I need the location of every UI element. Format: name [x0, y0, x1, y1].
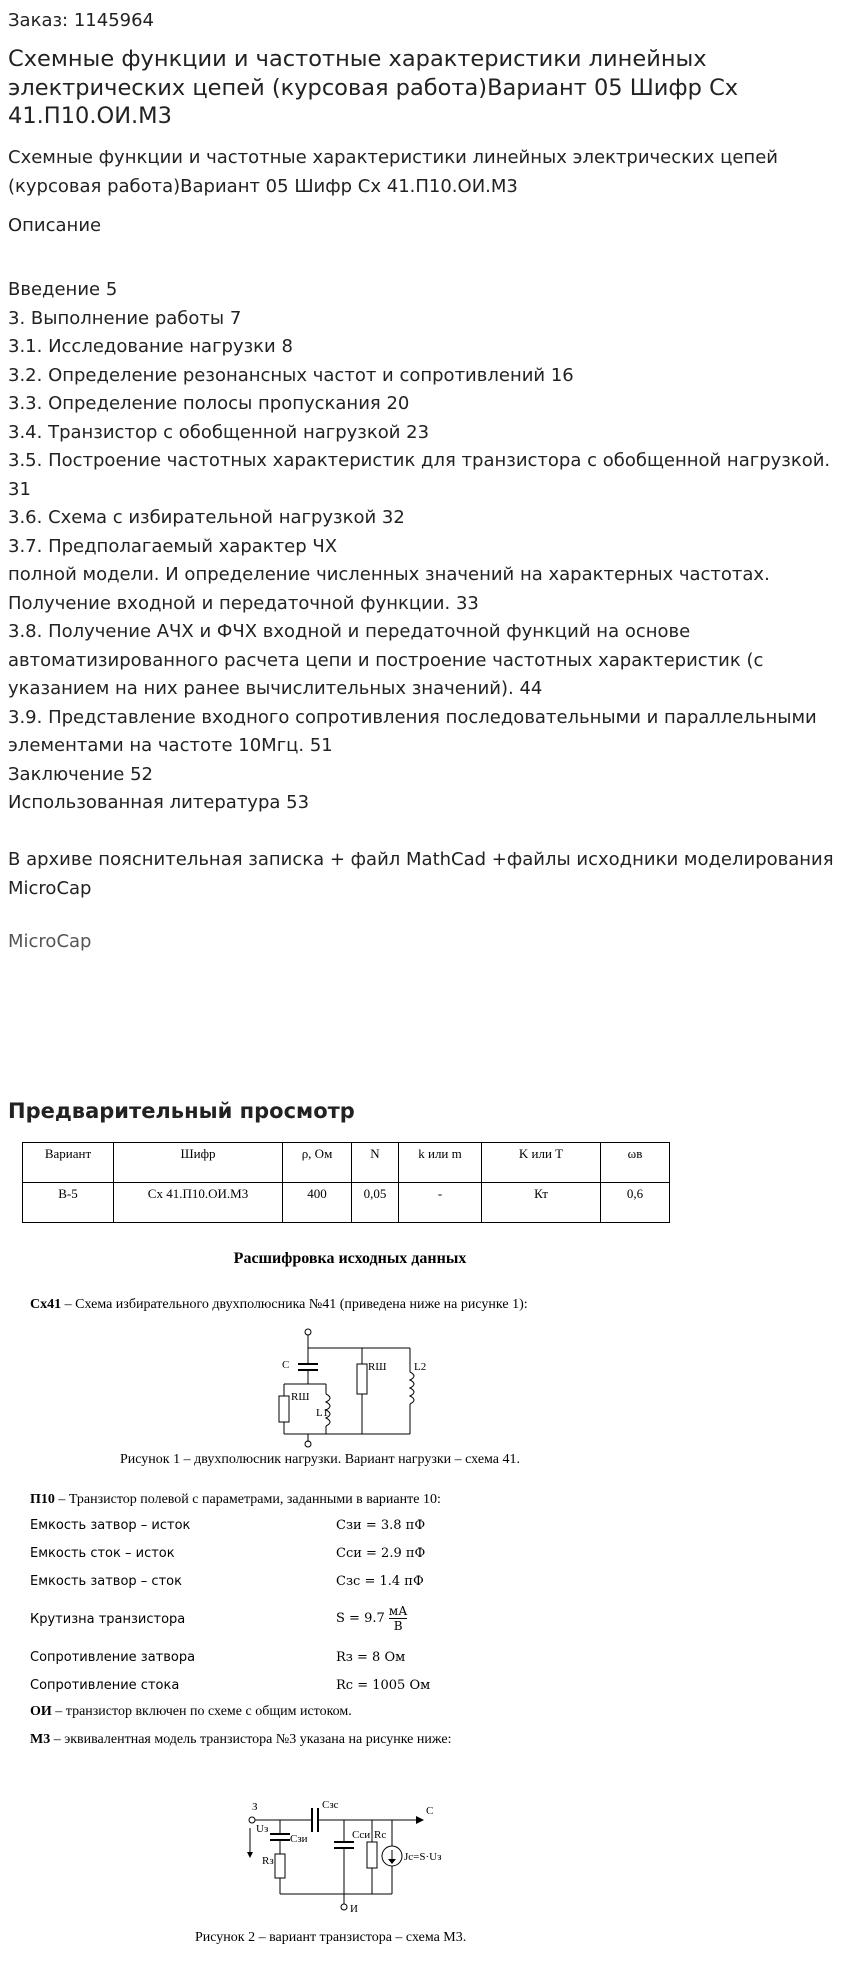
order-number: 1145964: [73, 10, 155, 31]
fraction-denominator: В: [393, 1619, 403, 1633]
fig1-label-l2: L2: [414, 1361, 427, 1373]
toc-item: 3.9. Представление входного сопротивления последовательными и параллельными элементами на частоте 10Мгц. 51: [8, 706, 817, 756]
oi-code: ОИ: [30, 1704, 52, 1719]
m3-text: – эквивалентная модель транзистора №3 указана на рисунке ниже:: [50, 1732, 452, 1747]
toc-item: 3.1. Исследование нагрузки 8: [8, 336, 293, 357]
toc-item: 3.3. Определение полосы пропускания 20: [8, 393, 410, 414]
fig2-label-czi: Cзи: [290, 1833, 308, 1845]
param-name: Емкость сток – исток: [30, 1546, 175, 1561]
cx41-code: Сх41: [30, 1297, 62, 1312]
toc-item: 3.2. Определение резонансных частот и сопротивлений 16: [8, 364, 574, 386]
table-header-cell: ωв: [601, 1143, 670, 1183]
param-value-with-fraction: [336, 1604, 407, 1633]
toc-item: Введение 5: [8, 279, 118, 300]
oi-line: [30, 1704, 352, 1720]
description-label: Описание: [8, 215, 102, 236]
oi-text: – транзистор включен по схеме с общим истоком.: [51, 1704, 352, 1719]
table-header-cell: k или m: [399, 1143, 482, 1183]
param-value: Cси = 2.9 пФ: [336, 1546, 426, 1561]
figure-1-circuit: [260, 1326, 427, 1446]
toc-item: 3. Выполнение работы 7: [8, 307, 242, 329]
fig1-label-r1: RШ: [291, 1391, 310, 1403]
table-cell: 0,05: [352, 1183, 399, 1223]
param-value: S = 9.7: [336, 1611, 385, 1626]
toc-item: полной модели. И определение численных значений на характерных частотах. Получение входной и передаточной функции. 33: [8, 564, 770, 614]
table-cell: 400: [283, 1183, 352, 1223]
figure-2-circuit: [240, 1798, 460, 1918]
figure-1-caption: Рисунок 1 – двухполюсник нагрузки. Вариант нагрузки – схема 41.: [120, 1452, 521, 1467]
param-value: Cзс = 1.4 пФ: [336, 1574, 424, 1589]
order-label: Заказ:: [8, 10, 69, 31]
cx41-text: – Схема избирательного двухполюсника №41 (приведена ниже на рисунке 1):: [61, 1297, 528, 1312]
table-header-cell: N: [352, 1143, 399, 1183]
fig2-label-csi: Cси: [352, 1829, 371, 1841]
subtitle: Схемные функции и частотные характеристики линейных электрических цепей (курсовая работа)Вариант 05 Шифр Сх 41.П10.ОИ.М3: [8, 147, 778, 197]
toc-item: 3.5. Построение частотных характеристик для транзистора с обобщенной нагрузкой. 31: [8, 450, 831, 500]
param-name: Крутизна транзистора: [30, 1612, 186, 1627]
table-cell: 0,6: [601, 1183, 670, 1223]
param-value: Rз = 8 Ом: [336, 1650, 406, 1665]
p10-text: – Транзистор полевой с параметрами, заданными в варианте 10:: [54, 1492, 441, 1507]
fig2-label-czc: Cзс: [322, 1799, 339, 1811]
fig2-label-z: З: [252, 1801, 258, 1813]
table-cell: -: [399, 1183, 482, 1223]
fraction-numerator: мА: [388, 1604, 408, 1618]
toc-item: 3.7. Предполагаемый характер ЧХ: [8, 535, 338, 557]
toc-item: 3.8. Получение АЧХ и ФЧХ входной и передаточной функций на основе автоматизированного расчета цепи и построение частотных характеристик (с указанием на них ранее вычислительных значений). 44: [8, 621, 764, 699]
fig2-label-i: И: [350, 1903, 358, 1915]
fig2-label-uz: Uз: [256, 1823, 269, 1835]
tag-link-microcap[interactable]: MicroCap: [8, 931, 92, 952]
param-value: Cзи = 3.8 пФ: [336, 1518, 426, 1533]
figure-2-caption: Рисунок 2 – вариант транзистора – схема М3.: [195, 1930, 467, 1945]
fig1-label-r2: RШ: [368, 1361, 387, 1373]
fig1-label-l1: L1: [316, 1407, 329, 1419]
order-line: [8, 10, 154, 31]
fig2-label-rc: Rс: [374, 1829, 387, 1841]
preview-image: [0, 1130, 847, 1962]
param-name: Емкость затвор – исток: [30, 1518, 191, 1533]
unit-fraction: [389, 1604, 407, 1633]
preview-heading: Предварительный просмотр: [8, 1099, 355, 1123]
param-name: Емкость затвор – сток: [30, 1574, 182, 1589]
table-header-cell: ρ, Ом: [283, 1143, 352, 1183]
toc-item: 3.4. Транзистор с обобщенной нагрузкой 23: [8, 421, 430, 443]
table-of-contents: [8, 276, 838, 818]
table-header-cell: Шифр: [114, 1143, 283, 1183]
page-title: Схемные функции и частотные характеристики линейных электрических цепей (курсовая работа)Вариант 05 Шифр Сх 41.П10.ОИ.М3: [8, 46, 739, 129]
p10-line: [30, 1492, 441, 1508]
param-name: Сопротивление затвора: [30, 1650, 196, 1665]
variant-table: [22, 1142, 670, 1223]
m3-code: М3: [30, 1732, 51, 1747]
table-row: [23, 1183, 670, 1223]
fig2-label-rz: Rз: [262, 1855, 274, 1867]
param-value: Rс = 1005 Ом: [336, 1678, 431, 1693]
table-cell: Кт: [482, 1183, 601, 1223]
fig2-label-c: C: [426, 1805, 434, 1817]
table-cell: Сх 41.П10.ОИ.М3: [114, 1183, 283, 1223]
table-header-cell: K или T: [482, 1143, 601, 1183]
fig2-label-jc: Jc=S·Uз: [404, 1851, 442, 1863]
toc-item: 3.6. Схема с избирательной нагрузкой 32: [8, 507, 405, 528]
param-name: Сопротивление стока: [30, 1678, 180, 1693]
toc-item: Использованная литература 53: [8, 792, 310, 813]
table-header-row: [23, 1143, 670, 1183]
archive-note: В архиве пояснительная записка + файл MathCad +файлы исходники моделирования MicroCap: [8, 849, 834, 899]
fig1-label-c: C: [282, 1359, 290, 1371]
toc-item: Заключение 52: [8, 763, 153, 785]
cx41-line: [30, 1297, 528, 1313]
p10-code: П10: [30, 1492, 55, 1507]
decoding-heading: Расшифровка исходных данных: [233, 1250, 467, 1267]
table-header-cell: Вариант: [23, 1143, 114, 1183]
m3-line: [30, 1732, 451, 1748]
table-cell: В-5: [23, 1183, 114, 1223]
